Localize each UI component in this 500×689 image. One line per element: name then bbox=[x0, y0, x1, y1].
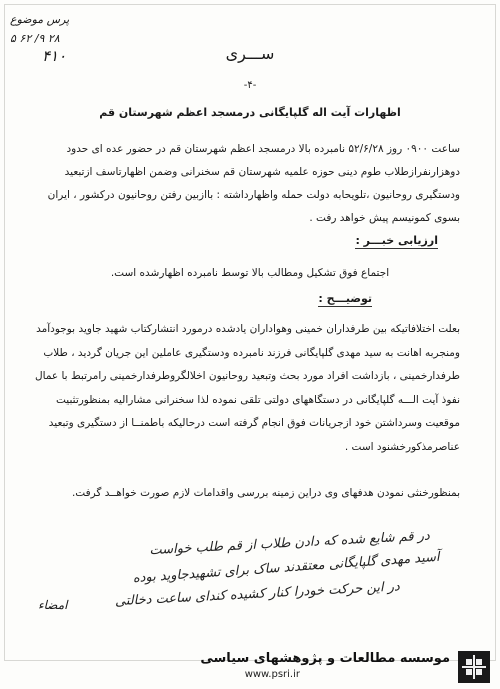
handwritten-signature: امضاء bbox=[38, 598, 68, 612]
website-link[interactable]: www.psri.ir bbox=[244, 669, 300, 680]
footer-watermark bbox=[0, 649, 500, 689]
paragraph-explanation: بعلت اختلافاتیکه بین طرفداران خمینی وهواداران یادشده درمورد انتشارکتاب شهید جاوید بوجودآمد ومنجربه اهانت به سید مهدی گلپایگانی فرزند نامبرده ودستگیری عاملین این جریان گردید ، طلاب طرفدارخمینی ، بازداشت افراد مورد بحث وتبعید روحانیون اخلالگروطرفدارخمینی رامرتبط با عمال نفوذ آیت الـــه گلپایگانی در دستگاههای دولتی تلقی نموده لذا سخنرانی مشارالیه بمنظورتثبیت موقعیت وسرداشتن خود ازجریانات فوق انجام گرفته است درحالیکه باطمنــا از دستگیری وتبعید عناصرمذکورخشنود است . bbox=[34, 323, 460, 453]
page-marker: -۴- bbox=[243, 80, 257, 91]
paragraph-assessment: اجتماع فوق تشکیل ومطالب بالا توسط نامبرده اظهارشده است. bbox=[110, 267, 390, 279]
document-title: اظهارات آیت اله گلپایگانی درمسجد اعظم شهرستان قم bbox=[99, 106, 401, 119]
handwritten-note-line: در این حرکت خودرا کنار کشیده کندای ساعت دخالتی bbox=[114, 579, 401, 610]
handwritten-note-line: آسید مهدی گلپایگانی معتقدند ساک برای تشهیدجاوید بوده bbox=[132, 549, 441, 587]
section-assessment-label: ارزیابی خبـــر : bbox=[355, 234, 438, 247]
handwritten-note-line: در قم شایع شده که دادن طلاب از قم طلب خواست bbox=[149, 528, 431, 559]
organization-name: موسسه مطالعات و پژوهشهای سیاسی bbox=[200, 651, 450, 666]
paragraph-action: بمنظورخنثی نمودن هدفهای وی دراین زمینه بررسی واقدامات لازم صورت خواهــد گرفت. bbox=[71, 487, 460, 499]
paragraph-report: ساعت ۰۹۰۰ روز ۵۲/۶/۲۸ نامبرده بالا درمسجد اعظم شهرستان قم در حضور عده ای حدود دوهزارنفرازطلاب طوم دینی حوزه علمیه شهرستان قم سخنرانی وضمن اظهارتاسف ازتبعید ودستگیری روحانیون ،تلویحابه دولت حمله واظهارداشته : باازبین رفتن روحانیون درکشور ، ایران بسوی کمونیسم پیش خواهد رفت . bbox=[47, 143, 460, 224]
handwritten-notes bbox=[30, 528, 441, 610]
section-explanation-label: توضیـــح : bbox=[318, 292, 372, 305]
reference-number: پرس موضوع ۲۸ ۹/ ۶۲ ۵ bbox=[10, 13, 70, 45]
institute-logo-icon bbox=[458, 651, 490, 683]
classification-label: ســـری bbox=[225, 44, 275, 63]
page-number: ۴۱۰ bbox=[42, 47, 67, 65]
